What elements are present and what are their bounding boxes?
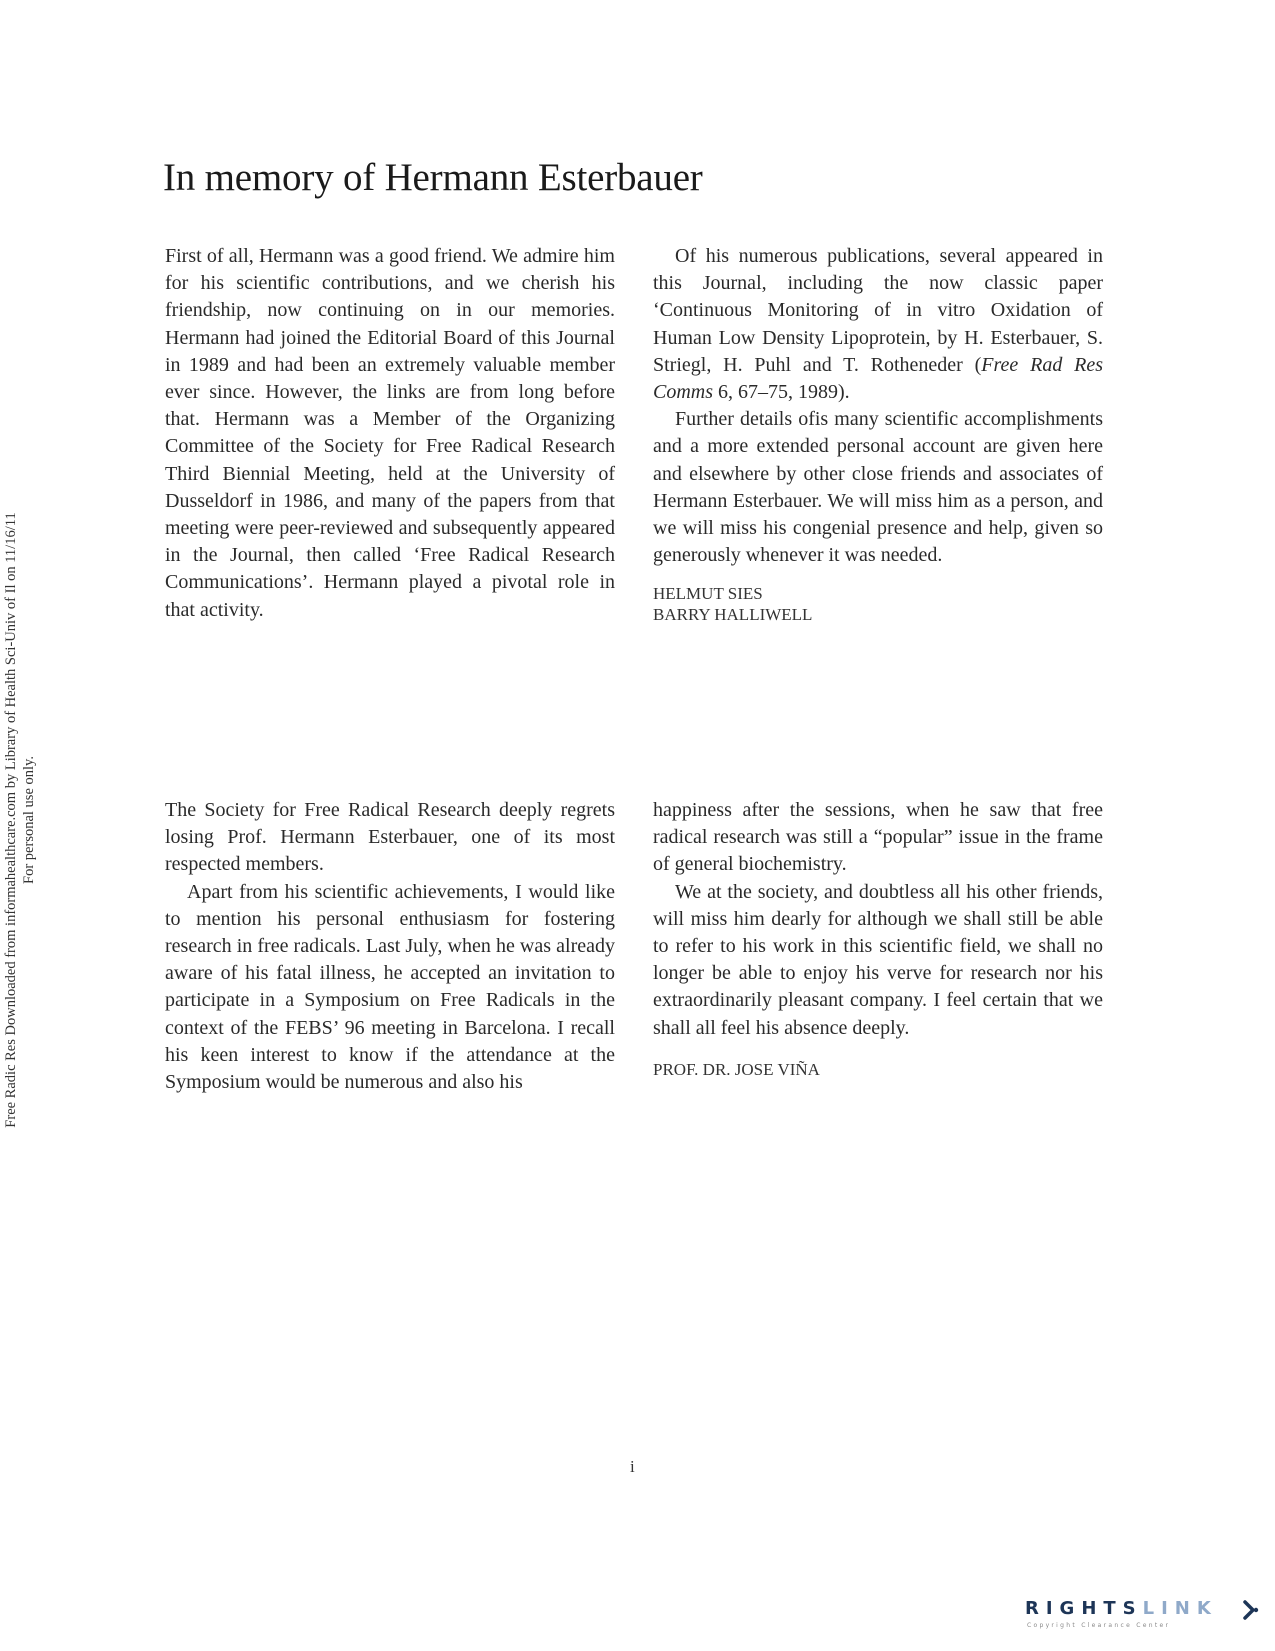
tribute1-publication-paragraph: [653, 243, 1103, 406]
download-watermark: [2, 460, 38, 1180]
rightslink-mark-icon: [1239, 1599, 1261, 1621]
tribute2-closing-paragraph: We at the society, and doubtless all his other friends, will miss him dearly for although we shall still be able to refer to his work in this scientific field, we shall no longer be able to enjoy his verve for research nor his extraordinarily pleasant company. I feel certain that we shall all feel his absence deeply.: [653, 880, 1103, 1039]
publication-text: Of his numerous publications, several appeared in this Journal, including the now classic paper ‘Continuous Monitoring of in vitro Oxidation of Human Low Density Lipoprotein, by H. Esterbauer, S. Striegl, H. Puhl and T. Rotheneder (: [653, 245, 1103, 376]
logo-subtitle: Copyright Clearance Center: [1027, 1622, 1171, 1629]
tribute1-signatures: [653, 583, 1103, 625]
tribute1-right-column: [653, 243, 1103, 625]
tribute2-achievements-paragraph: Apart from his scientific achievements, I would like to mention his personal enthusiasm for fostering research in free radicals. Last July, when he was already aware of his fatal illness, he accepted an invitation to participate in a Symposium on Free Radicals in the context of the FEBS’ 96 meeting in Barcelona. I recall his keen interest to know if the attendance at the Symposium would be numerous and also his: [165, 880, 615, 1094]
tribute2-left-column: [165, 797, 615, 1096]
rightslink-logo[interactable]: [1025, 1598, 1263, 1632]
tribute2-intro-paragraph: The Society for Free Radical Research deeply regrets losing Prof. Hermann Esterbauer, one of its most respected members.: [165, 799, 615, 876]
tribute2-continuation-paragraph: happiness after the sessions, when he saw that free radical research was still a “popular” issue in the frame of general biochemistry.: [653, 799, 1103, 876]
page-number: i: [630, 1457, 635, 1476]
logo-text-dark: RIGHTS: [1025, 1598, 1143, 1619]
personal-use-notice: For personal use only.: [21, 756, 37, 884]
page-title: In memory of Hermann Esterbauer: [163, 156, 703, 199]
tribute1-paragraph: First of all, Hermann was a good friend. We admire him for his scientific contributions, and we cherish his friendship, now continuing on in our memories. Hermann had joined the Editorial Board of this Journal in 1989 and had been an extremely valuable member ever since. However, the links are from long before that. Hermann was a Member of the Organizing Committee of the Society for Free Radical Research Third Biennial Meeting, held at the University of Dusseldorf in 1986, and many of the papers from that meeting were peer-reviewed and subsequently appeared in the Journal, then called ‘Free Radical Research Communications’. Hermann played a pivotal role in that activity.: [165, 245, 615, 621]
tribute2-right-column: [653, 797, 1103, 1080]
rightslink-wordmark: [1025, 1598, 1218, 1619]
signature-helmut-sies: HELMUT SIES: [653, 584, 763, 604]
signature-barry-halliwell: BARRY HALLIWELL: [653, 605, 813, 625]
download-notice: Free Radic Res Downloaded from informahealthcare.com by Library of Health Sci-Univ of Il on 11/16/11: [3, 512, 19, 1128]
tribute1-left-column: [165, 243, 615, 624]
tribute1-details-paragraph: Further details ofis many scientific accomplishments and a more extended personal account are given here and elsewhere by other close friends and associates of Hermann Esterbauer. We will miss him as a person, and we will miss his congenial presence and help, given so generously whenever it was needed.: [653, 408, 1103, 567]
logo-text-light: LINK: [1142, 1598, 1218, 1619]
tribute2-signature: PROF. DR. JOSE VIÑA: [653, 1059, 820, 1079]
publication-text-end: 6, 67–75, 1989).: [713, 381, 850, 404]
journal-reference: Free Rad Res Comms: [653, 353, 1103, 404]
